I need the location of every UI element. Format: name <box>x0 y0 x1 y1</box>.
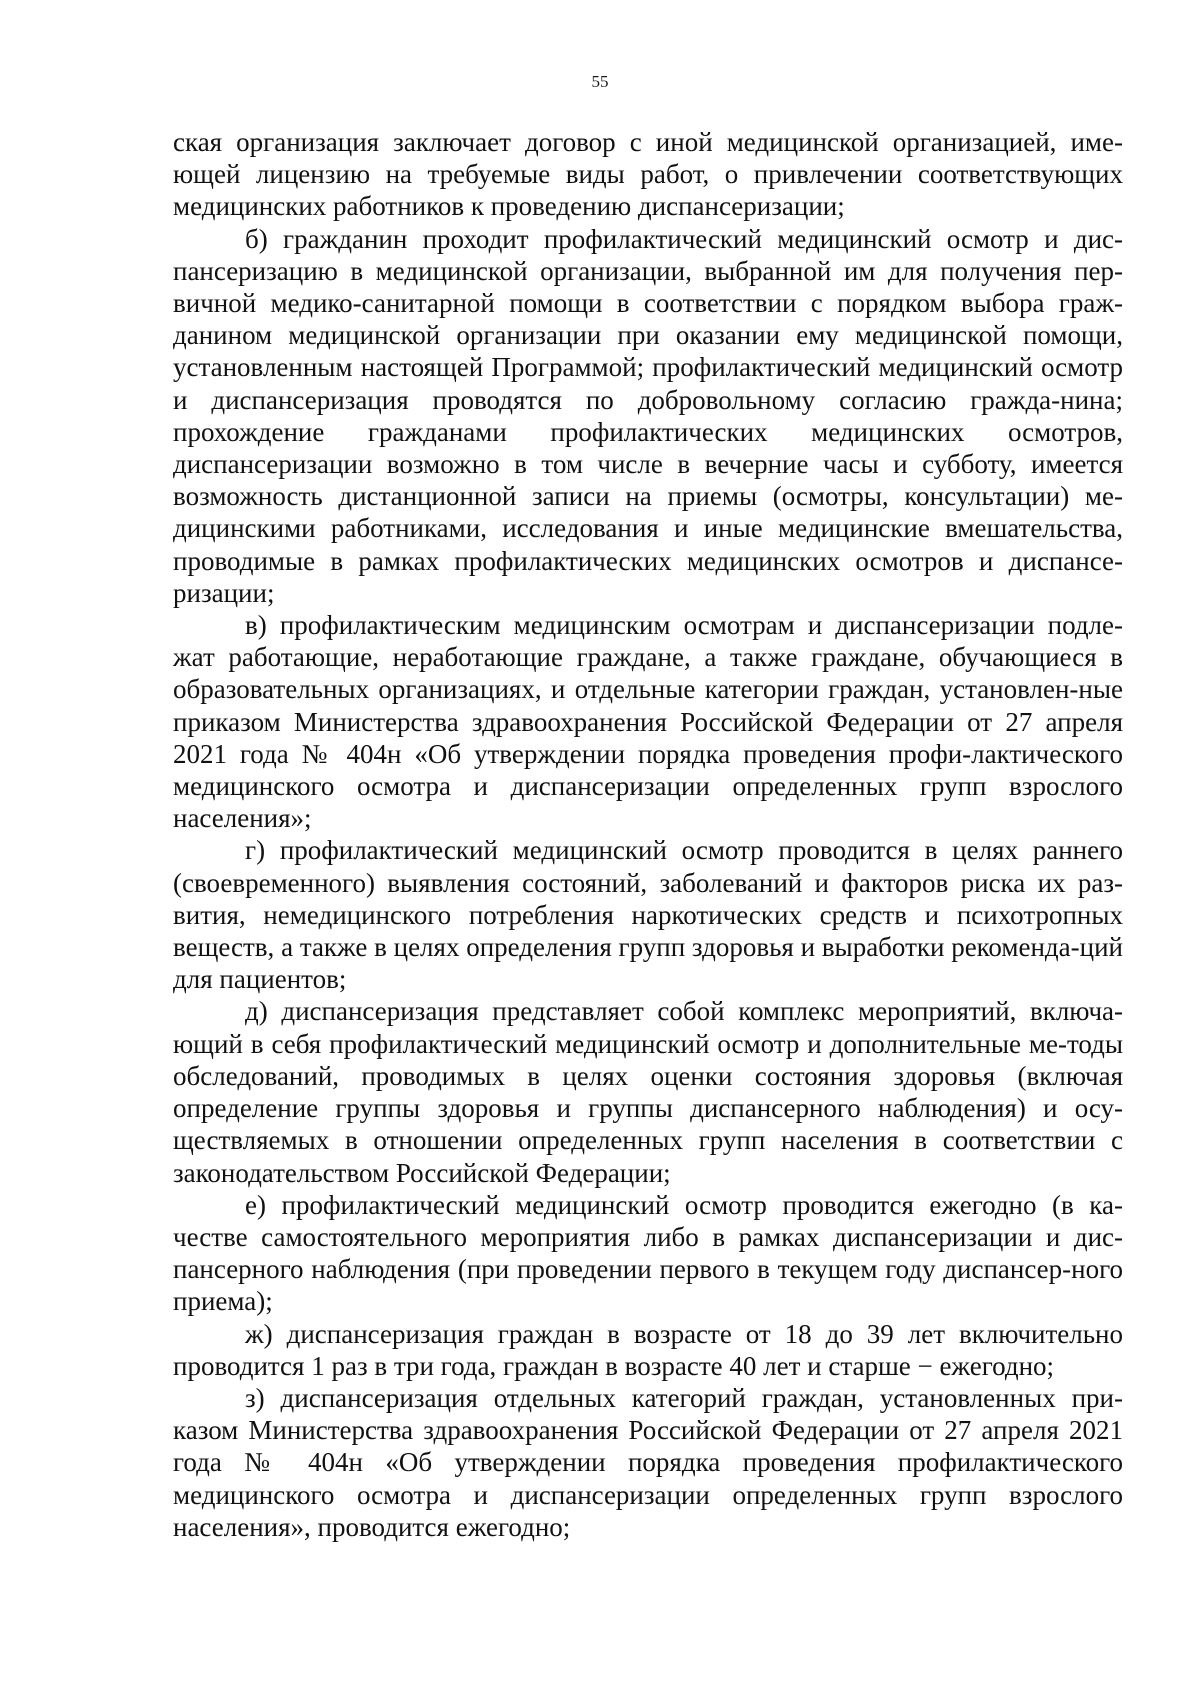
paragraph-continuation: ская организация заключает договор с иной медицинской организацией, име-ющей лицензию на требуемые виды работ, о привлечении соответствующих медицинских работников к проведению диспансеризации; <box>173 127 1123 222</box>
paragraph-zh: ж) диспансеризация граждан в возрасте от 18 до 39 лет включительно проводится 1 раз в три года, граждан в возрасте 40 лет и старше − ежегодно; <box>173 1318 1123 1381</box>
paragraph-v: в) профилактическим медицинским осмотрам и диспансеризации подле-жат работающие, неработающие граждане, а также граждане, обучающиеся в образовательных организациях, и отдельные категории граждан, установлен-ные приказом Министерства здравоохранения Российской Федерации от 27 апреля 2021 года № 404н «Об утверждении порядка проведения профи-лактического медицинского осмотра и диспансеризации определенных групп взрослого населения»; <box>173 610 1123 834</box>
paragraph-b: б) гражданин проходит профилактический медицинский осмотр и дис-пансеризацию в медицинской организации, выбранной им для получения пер-вичной медико-санитарной помощи в соответствии с порядком выбора граж-данином медицинской организации при оказании ему медицинской помощи, установленным настоящей Программой; профилактический медицинский осмотр и диспансеризация проводятся по добровольному согласию гражда-нина; прохождение гражданами профилактических медицинских осмотров, диспансеризации возможно в том числе в вечерние часы и субботу, имеется возможность дистанционной записи на приемы (осмотры, консультации) ме-дицинскими работниками, исследования и иные медицинские вмешательства, проводимые в рамках профилактических медицинских осмотров и диспансе-ризации; <box>173 223 1123 608</box>
document-body <box>173 126 1123 1543</box>
paragraph-e: е) профилактический медицинский осмотр проводится ежегодно (в ка-честве самостоятельного мероприятия либо в рамках диспансеризации и дис-пансерного наблюдения (при проведении первого в текущем году диспансер-ного приема); <box>173 1189 1123 1317</box>
paragraph-d: д) диспансеризация представляет собой комплекс мероприятий, включа-ющий в себя профилактический медицинский осмотр и дополнительные ме-тоды обследований, проводимых в целях оценки состояния здоровья (включая определение группы здоровья и группы диспансерного наблюдения) и осу-ществляемых в отношении определенных групп населения в соответствии с законодательством Российской Федерации; <box>173 996 1123 1188</box>
paragraph-z: з) диспансеризация отдельных категорий граждан, установленных при-казом Министерства здравоохранения Российской Федерации от 27 апреля 2021 года № 404н «Об утверждении порядка проведения профилактического медицинского осмотра и диспансеризации определенных групп взрослого населения», проводится ежегодно; <box>173 1382 1123 1542</box>
paragraph-g: г) профилактический медицинский осмотр проводится в целях раннего (своевременного) выявления состояний, заболеваний и факторов риска их раз-вития, немедицинского потребления наркотических средств и психотропных веществ, а также в целях определения групп здоровья и выработки рекоменда-ций для пациентов; <box>173 835 1123 995</box>
page-number: 55 <box>591 72 609 91</box>
